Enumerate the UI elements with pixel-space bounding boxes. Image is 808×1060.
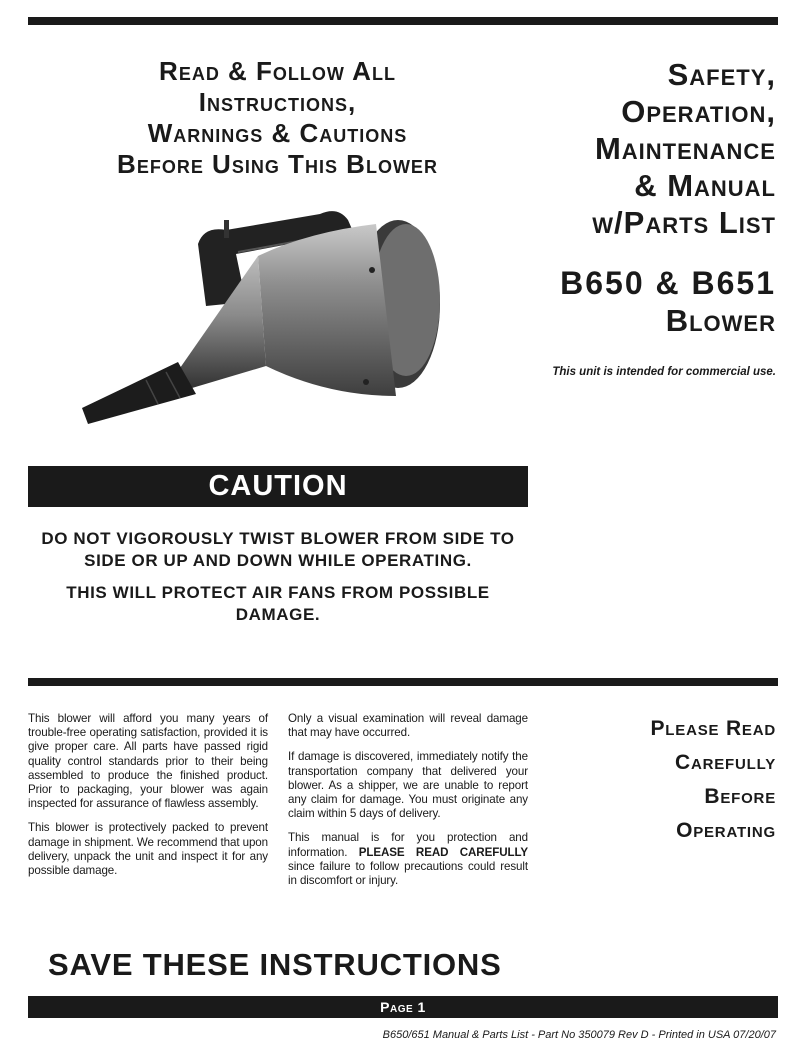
- paragraph: This blower is protectively packed to prevent damage in shipment. We recommend that upon delivery, unpack the unit and inspect it for any possible damage.: [28, 821, 268, 878]
- page-number-bar: Page 1: [28, 996, 778, 1018]
- read-follow-line: Read & Follow All: [159, 56, 396, 86]
- damage-column: [288, 712, 528, 898]
- please-read-line: Carefully: [675, 751, 776, 774]
- manual-title: [486, 56, 776, 241]
- nozzle-shape: [82, 362, 196, 424]
- caution-warning: DO NOT VIGOROUSLY TWIST BLOWER FROM SIDE TO SIDE OR UP AND DOWN WHILE OPERATING.: [41, 529, 515, 570]
- read-follow-line: Instructions,: [198, 87, 357, 117]
- manual-title-line: Operation,: [621, 94, 776, 129]
- commercial-use-note: This unit is intended for commercial use.: [552, 366, 776, 378]
- mid-rule: [28, 678, 778, 686]
- top-rule: [28, 17, 778, 25]
- paragraph-text: This manual is for you protection and information.: [288, 831, 528, 859]
- paragraph-text: since failure to follow precautions could result in discomfort or injury.: [288, 859, 528, 888]
- caution-banner: CAUTION: [28, 466, 528, 507]
- manual-title-line: w/Parts List: [592, 205, 776, 240]
- read-follow-heading: [55, 56, 500, 180]
- save-instructions-heading: SAVE THESE INSTRUCTIONS: [48, 947, 502, 982]
- read-follow-line: Warnings & Cautions: [147, 118, 408, 148]
- body-shape: [258, 224, 396, 396]
- please-read-line: Before: [704, 785, 776, 808]
- product-name: Blower: [665, 303, 776, 338]
- paragraph: Only a visual examination will reveal damage that may have occurred.: [288, 712, 528, 740]
- paragraph: This blower will afford you many years of trouble-free operating satisfaction, provided it is give proper care. All parts have passed rigid quality control standards prior to their being assembled to produce the finished product. Prior to packaging, your blower was again inspected for assurance of flawless assembly.: [28, 712, 268, 811]
- manual-title-line: & Manual: [634, 168, 776, 203]
- blower-illustration: [76, 196, 456, 426]
- model-number: B650 & B651: [560, 265, 776, 301]
- footer-part-number: B650/651 Manual & Parts List - Part No 350079 Rev D - Printed in USA 07/20/07: [382, 1029, 776, 1041]
- please-read-heading: [546, 712, 776, 848]
- paragraph: [288, 831, 528, 888]
- read-follow-line: Before Using This Blower: [117, 149, 438, 179]
- manual-title-line: Safety,: [667, 57, 776, 92]
- caution-text: [28, 528, 528, 636]
- please-read-line: Please Read: [650, 717, 776, 740]
- paragraph: If damage is discovered, immediately notify the transportation company that delivered your blower. As a shipper, we are unable to report any claim for damage. You must originate any claim within 5 days of delivery.: [288, 750, 528, 821]
- manual-title-line: Maintenance: [594, 131, 776, 166]
- intro-column: [28, 712, 268, 888]
- caution-protect: THIS WILL PROTECT AIR FANS FROM POSSIBLE DAMAGE.: [66, 583, 490, 624]
- read-carefully-emphasis: PLEASE READ CAREFULLY: [358, 845, 529, 859]
- please-read-line: Operating: [676, 819, 776, 842]
